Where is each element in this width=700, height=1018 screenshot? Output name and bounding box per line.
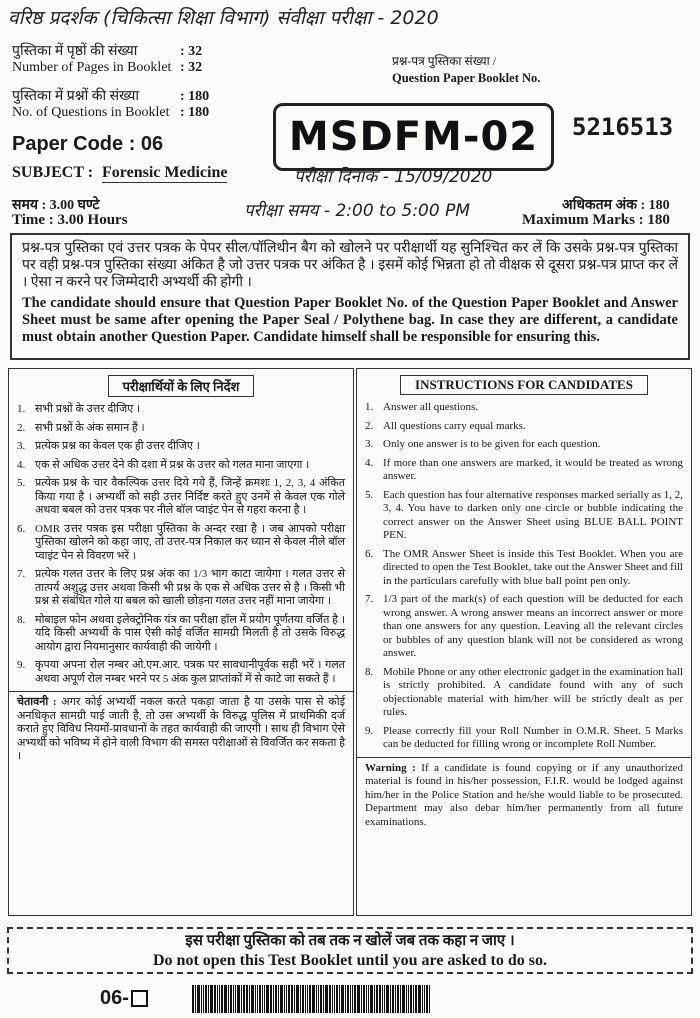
item-text: सभी प्रश्नों के उत्तर दीजिए । [35,403,141,415]
barcode-bar [413,985,414,1013]
barcode-bar [408,985,409,1013]
item-number: 7. [365,593,374,605]
booklet-verification-notice [10,233,690,360]
hindi-instructions-panel [8,368,354,916]
max-marks-en: Maximum Marks : 180 [522,212,670,228]
barcode-bar [384,985,385,1013]
english-instructions-title: INSTRUCTIONS FOR CANDIDATES [400,375,648,395]
barcode-bar [305,985,306,1013]
handwritten-exam-date: परीक्षा दिनांक - 15/09/2020 [294,167,493,187]
barcode-bar [374,985,375,1013]
item-number: 9. [365,724,374,737]
barcode-bar [296,985,299,1013]
barcode-bar [397,985,399,1013]
hindi-instructions-list [17,403,345,686]
pages-value-hi: : 32 [180,44,203,59]
series-box [131,990,148,1007]
paper-code-box-text: MSDFM-02 [288,114,539,160]
barcode-bar [312,985,315,1013]
barcode-bar [262,985,263,1013]
barcode-bar [422,985,423,1013]
barcode-bar [192,985,194,1013]
barcode-bar [273,985,274,1013]
item-text: Only one answer is to be given for each question. [383,438,601,450]
barcode-bar [233,985,234,1013]
barcode-bar [426,985,428,1013]
barcode-bar [406,985,407,1013]
barcode-bar [361,985,362,1013]
questions-value-hi: : 180 [180,89,210,104]
item-number: 4. [17,458,26,471]
barcode-bar [300,985,301,1013]
item-text: कृपया अपना रोल नम्बर ओ.एम.आर. पत्रक पर सावधानीपूर्वक सही भरें । गलत अथवा अपूर्ण रोल नम्बर भरने पर 5 अंक कुल प्राप्तांकों में से काटे जा सकते हैं । [35,659,345,685]
item-number: 6. [365,547,374,560]
list-item [365,489,683,543]
barcode-bar [354,985,356,1013]
barcode-bar [235,985,236,1013]
barcode-bar [320,985,322,1013]
item-number: 2. [17,421,26,434]
barcode-bar [224,985,227,1013]
list-item [17,422,345,436]
barcode-bar [332,985,333,1013]
hindi-instructions-title: परीक्षार्थियों के लिए निर्देश [108,375,255,397]
pages-value-en: : 32 [180,60,203,75]
list-item [17,614,345,655]
barcode-bar [402,985,405,1013]
barcode-bar [325,985,328,1013]
barcode-bar [205,985,207,1013]
barcode-bar [390,985,391,1013]
barcode-bar [237,985,240,1013]
barcode-bar [246,985,248,1013]
pages-label-en: Number of Pages in Booklet [12,60,172,75]
questions-value-en: : 180 [180,105,210,120]
item-text: OMR उत्तर पत्रक इस परीक्षा पुस्तिका के अन्दर रखा है । जब आपको परीक्षा पुस्तिका खोलने को कहा जाए, तो उत्तर-पत्र निकाल कर ध्यान से केवल नीले बॉल प्वाइंट पेन से विवरण भरें । [35,522,345,562]
item-number: 1. [365,401,374,413]
barcode-bar [286,985,287,1013]
barcode-bar [203,985,204,1013]
barcode-bar [201,985,202,1013]
barcode-bar [266,985,269,1013]
list-item [365,457,683,484]
barcode-bar [294,985,295,1013]
barcode-bar [307,985,308,1013]
time-label-hi: समय : 3.00 घण्टे [12,198,100,213]
barcode-bar [400,985,401,1013]
item-number: 1. [17,403,26,415]
barcode-bar [228,985,229,1013]
item-number: 9. [17,659,26,671]
barcode-bar [309,985,311,1013]
barcode-bar [415,985,417,1013]
list-item [365,593,683,661]
barcode-bar [278,985,279,1013]
barcode-bar [214,985,216,1013]
item-text: सभी प्रश्नों के अंक समान हैं । [35,421,145,434]
notice-hindi: प्रश्न-पत्र पुस्तिका एवं उत्तर पत्रक के पेपर सील/पॉलिथीन बैग को खोलने पर परीक्षार्थी यह सुनिश्चित कर लें कि उसके प्रश्न-पत्र पुस्तिका पर वही प्रश्न-पत्र पुस्तिका संख्या अंकित है जो उत्तर पत्रक पर अंकित है । इसमें कोई भिन्नता हो तो वीक्षक से दूसरा प्रश्न-पत्र प्राप्त कर लें । ऐसा न करने पर जिम्मेदारी अभ्यर्थी की होगी । [22,241,678,290]
item-text: 1/3 part of the mark(s) of each question will be deducted for each wrong answer. A wrong answer means an incorrect answer or more than one answers for any question. Leaving all the relevant circles or bubbles of any question blank will not be considered as wrong answer. [383,593,683,659]
item-text: Mobile Phone or any other electronic gadget in the examination hall is strictly prohibited. A candidate found with any of such objectionable material with him/her will be strictly dealt as per rules. [383,665,683,718]
item-text: The OMR Answer Sheet is inside this Test Booklet. When you are directed to open the Test Booklet, take out the Answer Sheet and fill in the particulars carefully with blue ball point pen only. [383,547,683,587]
barcode-bar [379,985,381,1013]
item-text: Each question has four alternative responses marked serially as 1, 2, 3, 4. You have to darken only one circle or bubble indicating the correct answer on the Answer Sheet using BLUE BALL POINT PEN. [383,488,683,541]
barcode-bar [217,985,218,1013]
barcode-bar [249,985,250,1013]
barcode-bar [219,985,220,1013]
barcode-bar [275,985,277,1013]
booklet-no-label-hi: प्रश्न-पत्र पुस्तिका संख्या / [392,54,497,68]
english-warning-label: Warning : [365,761,416,774]
booklet-number: 5216513 [572,113,674,141]
barcode-bar [386,985,389,1013]
list-item [365,666,683,720]
hindi-warning-text: अगर कोई अभ्यर्थी नकल करते पकड़ा जाता है या उसके पास से कोई अनधिकृत सामग्री पाई जाती है, तो उस अभ्यर्थी के विरुद्ध पुलिस में प्राथमिकी दर्ज कराते हुए विविध नियमों-प्रावधानों के तहत कार्यवाही की जाएगी । साथ ही विभाग ऐसे अभ्यर्थी को भविष्य में होने वाली विभाग की समस्त परीक्षाओं से विवर्जित कर सकता है । [17,696,346,762]
list-item [17,477,345,518]
english-instructions-list [365,401,683,752]
list-item [17,523,345,564]
barcode-bar [259,985,261,1013]
barcode-bar [424,985,425,1013]
pages-label-hi: पुस्तिका में पृष्ठों की संख्या [12,44,138,59]
do-not-open-notice [7,927,693,974]
barcode-bar [280,985,283,1013]
barcode-bar [255,985,256,1013]
barcode-bar [370,985,373,1013]
barcode-bar [350,985,351,1013]
barcode-bar [284,985,285,1013]
barcode-bar [208,985,209,1013]
hindi-warning-label: चेतावनी : [17,696,57,708]
barcode-bar [288,985,290,1013]
barcode-bar [382,985,383,1013]
max-marks-hi: अधिकतम अंक : 180 [562,198,670,213]
item-text: मोबाइल फोन अथवा इलेक्ट्रोनिक यंत्र का परीक्षा हॉल में प्रयोग पूर्णतया वर्जित है । यदि किसी अभ्यर्थी के पास ऐसी कोई वर्जित सामग्री मिलती है तो उसके विरुद्ध आयोग द्वारा नियमानुसार कार्यवाही की जायेगी । [35,613,345,653]
item-text: प्रत्येक प्रश्न का केवल एक ही उत्तर दीजिए । [35,440,200,452]
barcode-bar [316,985,317,1013]
barcode-bar [366,985,367,1013]
barcode-bar [363,985,365,1013]
barcode-bar [197,985,200,1013]
item-text: प्रत्येक प्रश्न के चार वैकल्पिक उत्तर दिये गये हैं, जिन्हें क्रमशः 1, 2, 3, 4 अंकित किया गया है । अभ्यर्थी को सही उत्तर निर्दिष्ट करते हुए उनमें से केवल एक गोले अथवा बबल को उत्तर पत्रक पर नीले बॉल प्वाइंट पेन से गहरा करना है । [35,477,345,516]
item-text: Answer all questions. [383,401,479,413]
list-item [365,438,683,452]
list-item [17,459,345,473]
list-item [17,568,345,609]
item-number: 8. [17,613,26,626]
time-label-en: Time : 3.00 Hours [12,212,128,228]
questions-label-hi: पुस्तिका में प्रश्नों की संख्या [12,89,140,104]
list-item [365,420,683,434]
item-text: प्रत्येक गलत उत्तर के लिए प्रश्न अंक का 1/3 भाग काटा जायेगा । गलत उत्तर से तात्पर्य अशुद्ध उत्तर अथवा किसी भी प्रश्न के एक से अधिक उत्तर से है । किसी भी प्रश्न से संबंधित गोले या बबल को खाली छोड़ना गलत उत्तर नहीं माना जायेगा । [35,568,345,607]
barcode-bar [210,985,213,1013]
barcode-bar [341,985,344,1013]
barcode-bar [345,985,346,1013]
series-code [100,987,148,1010]
series-code-text: 06- [100,987,129,1009]
barcode-bar [339,985,340,1013]
item-number: 7. [17,568,26,580]
barcode-bar [352,985,353,1013]
barcode-bar [392,985,394,1013]
do-not-open-en: Do not open this Test Booklet until you are asked to do so. [153,952,547,969]
paper-code-box [273,103,554,171]
handwritten-title: वरिष्ठ प्रदर्शक (चिकित्सा शिक्षा विभाग) संवीक्षा परीक्षा - 2020 [8,7,439,29]
barcode-bar [323,985,324,1013]
do-not-open-hi: इस परीक्षा पुस्तिका को तब तक न खोलें जब तक कहा न जाए । [185,933,515,949]
barcode-bar [270,985,272,1013]
item-number: 6. [17,522,26,535]
list-item [365,725,683,752]
barcode-bar [429,985,430,1013]
barcode-bar [329,985,331,1013]
paper-code: Paper Code : 06 [12,133,164,155]
english-instructions-panel [356,368,692,916]
barcode-bar [230,985,232,1013]
barcode-bar [302,985,304,1013]
english-warning-text: If a candidate is found copying or if any unauthorized material is found in his/her possession, F.I.R. would be lodged against him/her in the Police Station and he/she would liable to be prosecuted. Department may also debar him/her permanently from all future examinations. [365,761,684,828]
list-item [17,440,345,454]
barcode-bar [195,985,196,1013]
item-text: If more than one answers are marked, it would be treated as wrong answer. [383,456,683,482]
barcode-bar [243,985,245,1013]
item-number: 5. [17,477,26,489]
item-number: 2. [365,419,374,432]
barcode [192,985,508,1013]
barcode-bar [221,985,223,1013]
item-number: 8. [365,665,374,678]
subject-label: SUBJECT : [12,164,94,181]
questions-label-en: No. of Questions in Booklet [12,105,170,120]
handwritten-exam-time: परीक्षा समय - 2:00 to 5:00 PM [244,201,471,221]
barcode-bar [368,985,369,1013]
item-text: Please correctly fill your Roll Number in O.M.R. Sheet. 5 Marks can be deducted for filling wrong or incomplete Roll Number. [383,724,683,750]
list-item [17,659,345,686]
booklet-no-label-en: Question Paper Booklet No. [392,71,541,85]
barcode-bar [334,985,335,1013]
list-item [365,548,683,589]
barcode-bar [257,985,258,1013]
barcode-bar [357,985,360,1013]
item-text: All questions carry equal marks. [383,419,526,432]
item-number: 3. [365,438,374,450]
subject-value: Forensic Medicine [102,164,228,181]
item-number: 5. [365,488,374,501]
barcode-bar [418,985,421,1013]
barcode-bar [347,985,349,1013]
barcode-bar [395,985,396,1013]
item-number: 4. [365,456,374,469]
item-text: एक से अधिक उत्तर देने की दशा में प्रश्न के उत्तर को गलत माना जाएगा । [35,458,310,471]
hindi-warning [9,691,353,764]
barcode-bar [241,985,242,1013]
barcode-bar [291,985,293,1013]
barcode-bar [410,985,412,1013]
list-item [17,403,345,417]
notice-english: The candidate should ensure that Question Paper Booklet No. of the Question Paper Booklet and Answer Sheet must be same after opening the Paper Seal / Polythene bag. In case they are different, a candidate must obtain another Question Paper. Candidate himself shall be responsible for ensuring this. [22,295,678,345]
barcode-bar [251,985,254,1013]
barcode-bar [318,985,319,1013]
english-warning [357,757,691,830]
barcode-bar [376,985,378,1013]
barcode-bar [264,985,265,1013]
item-number: 3. [17,440,26,452]
list-item [365,401,683,415]
barcode-bar [336,985,338,1013]
